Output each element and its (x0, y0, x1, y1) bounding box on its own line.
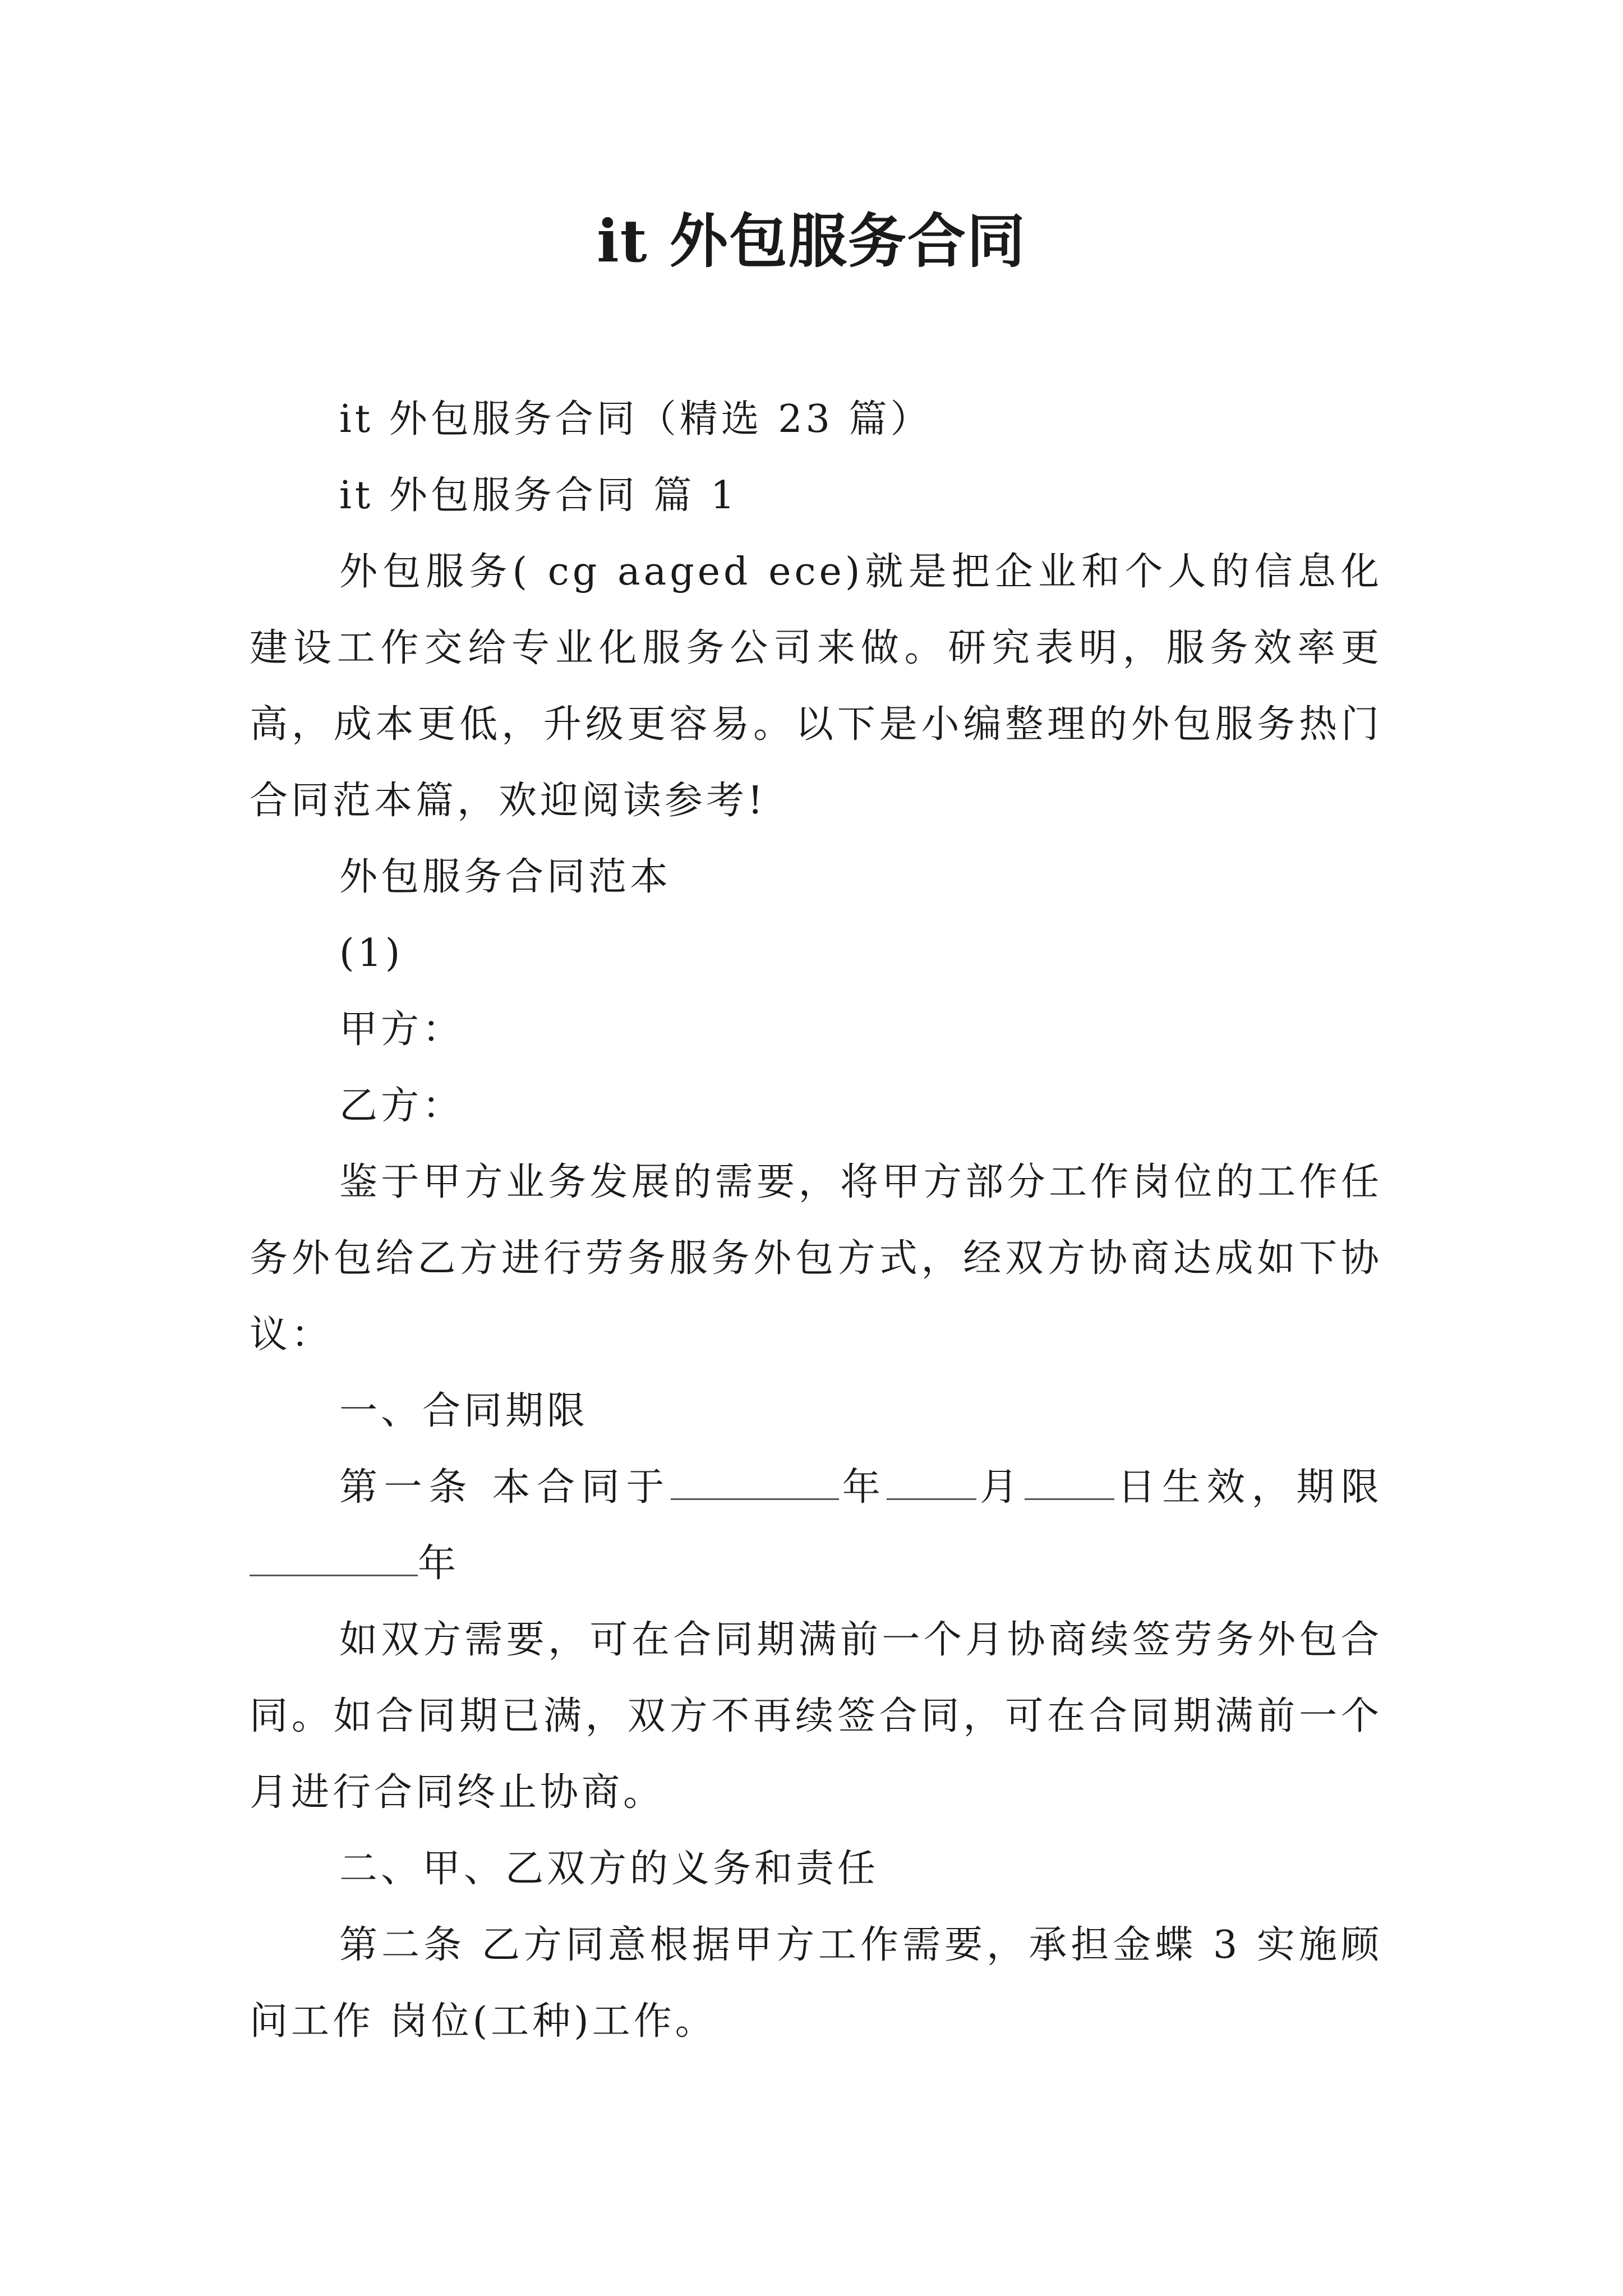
article-2-paragraph: 第二条 乙方同意根据甲方工作需要，承担金蝶 3 实施顾问工作 岗位(工种)工作。 (250, 1923, 1382, 2044)
document-title: it 外包服务合同 (597, 206, 1026, 275)
section-number: (1) (339, 931, 404, 976)
article-1-year-end-label: 年 (418, 1542, 460, 1586)
article-1-month-label: 月 (976, 1465, 1025, 1510)
article-1-paragraph (250, 1450, 1382, 1602)
renewal-paragraph: 如双方需要，可在合同期满前一个月协商续签劳务外包合同。如合同期已满，双方不再续签合同，可在合同期满前一个月进行合同终止协商。 (250, 1618, 1382, 1815)
blank-month-field[interactable] (887, 1462, 976, 1500)
template-title: 外包服务合同范本 (339, 855, 672, 899)
party-a-line: 甲方： (339, 1007, 464, 1052)
blank-term-field[interactable] (250, 1539, 418, 1576)
article-1-prefix: 第一条 本合同于 (339, 1465, 671, 1510)
subtitle-paragraph: it 外包服务合同（精选 23 篇） (339, 397, 932, 441)
chapter-heading: it 外包服务合同 篇 1 (339, 473, 739, 518)
blank-day-field[interactable] (1025, 1462, 1114, 1500)
document-body (250, 381, 1382, 2060)
article-1-effect-text: 日生效，期限 (1114, 1465, 1382, 1510)
preamble-paragraph: 鉴于甲方业务发展的需要，将甲方部分工作岗位的工作任务外包给乙方进行劳务服务外包方式，经双方协商达成如下协议： (250, 1160, 1382, 1357)
party-b-line: 乙方： (339, 1084, 464, 1128)
blank-year-field[interactable] (671, 1462, 839, 1500)
intro-paragraph: 外包服务( cg aaged ece)就是把企业和个人的信息化建设工作交给专业化服务公司来做。研究表明，服务效率更高，成本更低，升级更容易。以下是小编整理的外包服务热门合同范本篇，欢迎阅读参考! (250, 550, 1382, 823)
article-1-year-label: 年 (839, 1465, 887, 1510)
section-1-heading: 一、合同期限 (339, 1389, 589, 1433)
section-2-heading: 二、甲、乙双方的义务和责任 (339, 1847, 879, 1891)
